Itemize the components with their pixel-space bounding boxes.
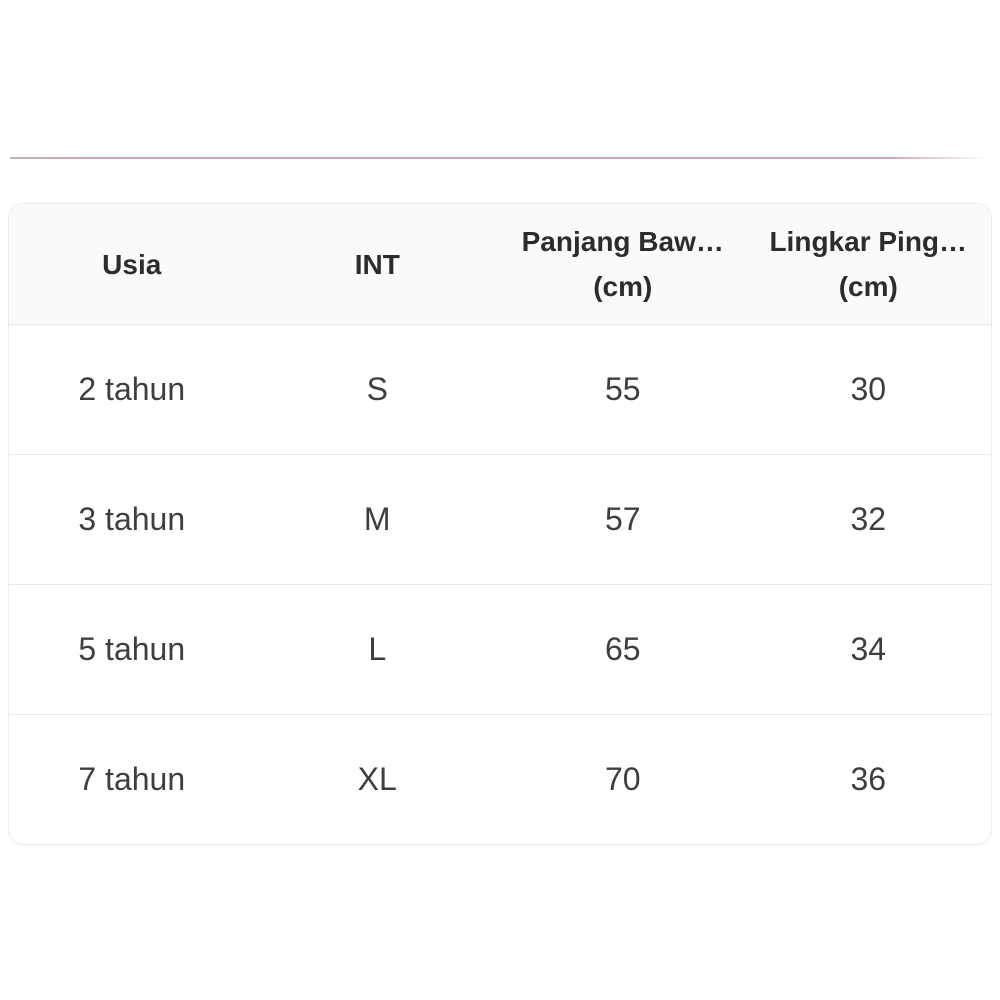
table-row [9,454,991,584]
cell-usia: 2 tahun [78,371,186,407]
size-chart-header-row [9,204,991,324]
cell-usia: 3 tahun [78,501,186,537]
cell-usia: 5 tahun [78,631,186,667]
column-header-label: Usia [102,248,162,280]
cell-int-size: S [366,371,388,407]
cell-int-size: M [363,501,391,537]
cell-lingkar: 36 [850,761,887,797]
cell-panjang: 55 [604,371,641,407]
column-header-label: INT [354,248,400,280]
column-header-unit: (cm) [838,271,898,302]
section-divider-line [10,157,990,159]
cell-panjang: 65 [604,631,641,667]
cell-lingkar: 32 [850,501,887,537]
column-header-panjang-bawah [500,204,746,324]
cell-usia: 7 tahun [78,761,186,797]
table-row [9,324,991,454]
column-header-label: Panjang Baw… [521,226,724,257]
size-chart-card [8,203,992,845]
cell-int-size: L [368,631,387,667]
table-row [9,584,991,714]
column-header-label: Lingkar Ping… [769,226,968,257]
column-header-int [255,204,501,324]
cell-lingkar: 34 [850,631,887,667]
cell-panjang: 57 [604,501,641,537]
cell-panjang: 70 [604,761,641,797]
table-row [9,714,991,844]
column-header-unit: (cm) [593,271,653,302]
column-header-usia [9,204,255,324]
cell-int-size: XL [357,761,397,797]
column-header-lingkar-pinggang [746,204,992,324]
cell-lingkar: 30 [850,371,887,407]
